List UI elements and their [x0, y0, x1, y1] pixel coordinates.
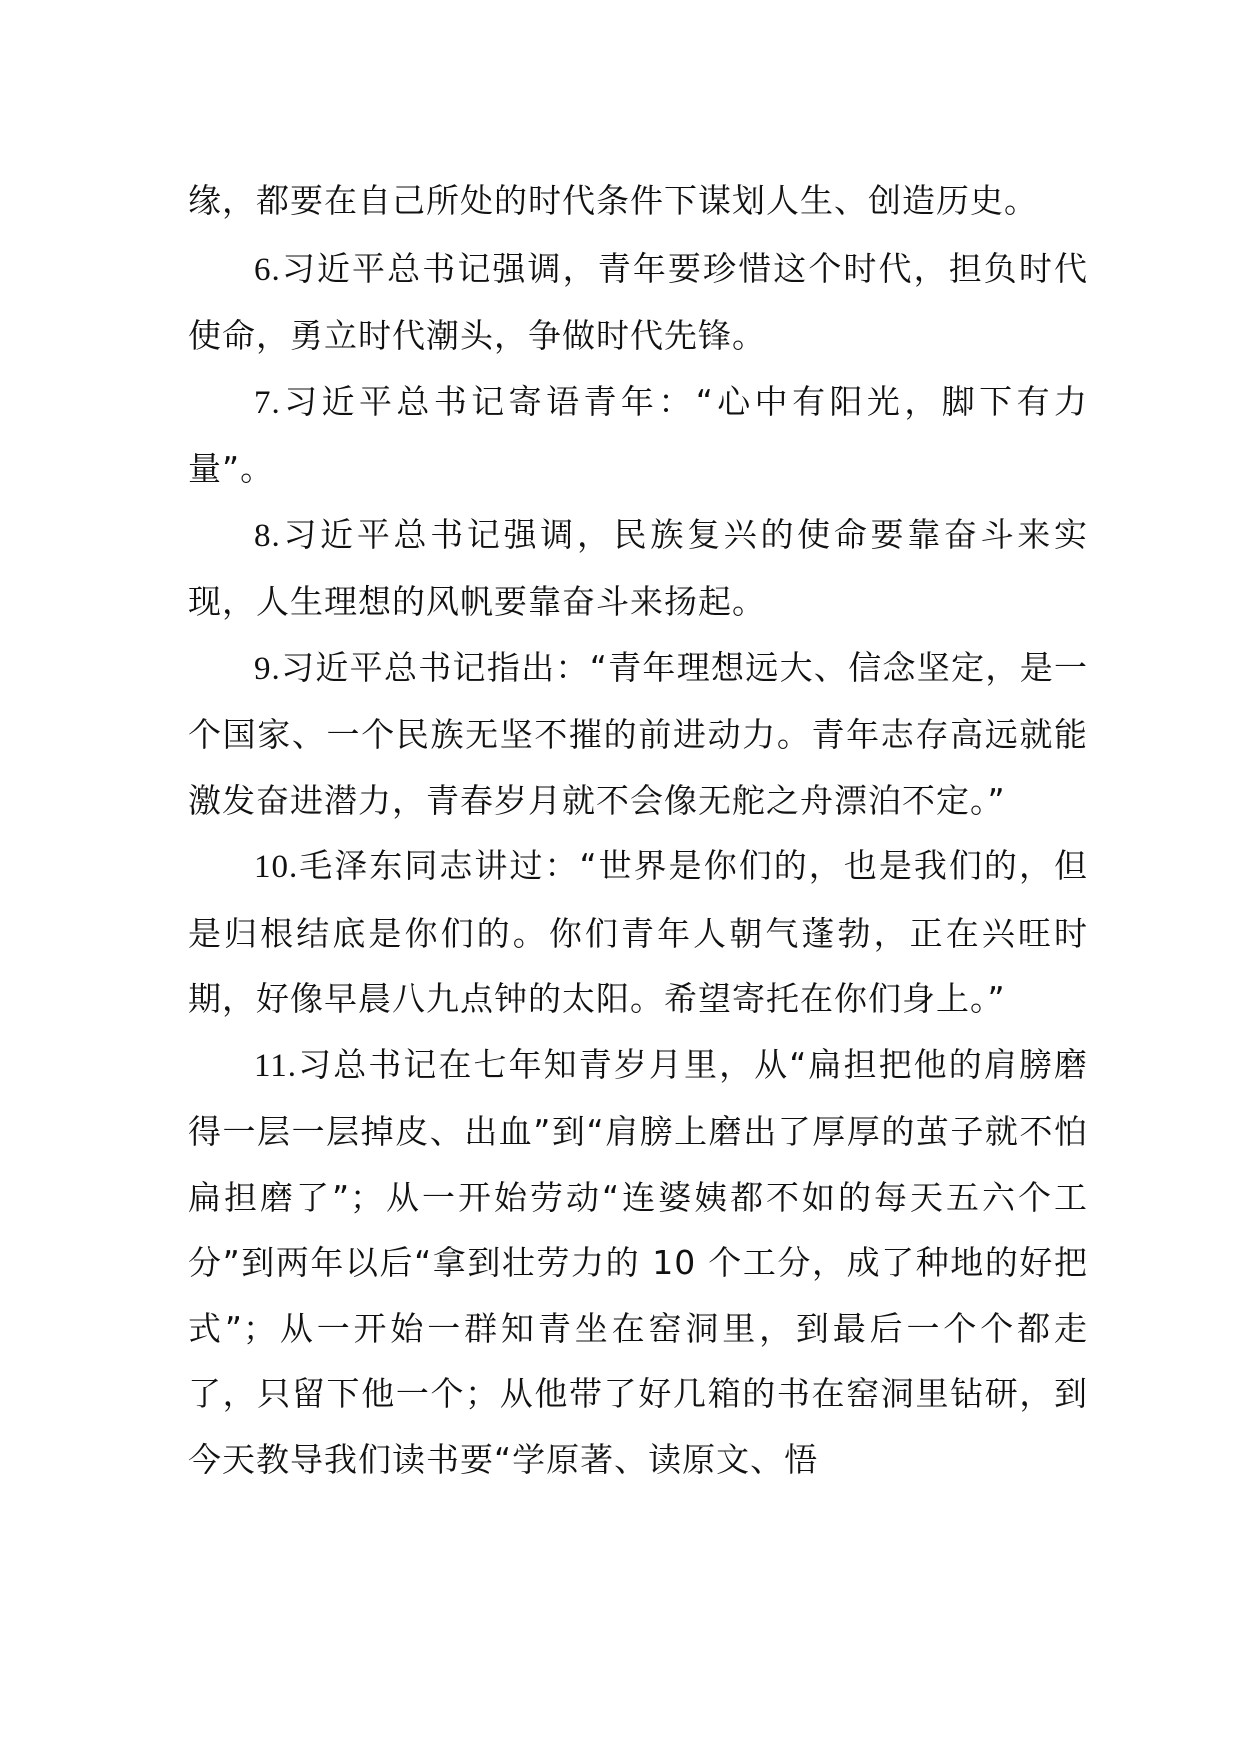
- document-body: [188, 168, 1088, 1492]
- paragraph-11: [188, 1032, 1088, 1493]
- paragraph-number: 6.: [254, 251, 281, 288]
- paragraph-6: [188, 236, 1088, 369]
- paragraph-9: [188, 635, 1088, 834]
- paragraph-text: 习近平总书记强调，民族复兴的使命要靠奋斗来实现，人生理想的风帆要靠奋斗来扬起。: [188, 514, 1088, 621]
- paragraph-number: 10.: [254, 849, 299, 885]
- paragraph-number: 7.: [254, 384, 281, 421]
- paragraph-7: [188, 369, 1088, 502]
- paragraph-8: [188, 502, 1088, 635]
- paragraph-10: [188, 833, 1088, 1032]
- paragraph-text: 习近平总书记指出：“青年理想远大、信念坚定，是一个国家、一个民族无坚不摧的前进动力。青年志存高远就能激发奋进潜力，青春岁月就不会像无舵之舟漂泊不定。”: [188, 647, 1088, 820]
- paragraph-number: 11.: [254, 1047, 298, 1084]
- paragraph-number: 9.: [254, 650, 281, 687]
- paragraph-continuation: [188, 168, 1088, 236]
- paragraph-text: 毛泽东同志讲过：“世界是你们的，也是我们的，但是归根结底是你们的。你们青年人朝气蓬勃，正在兴旺时期，好像早晨八九点钟的太阳。希望寄托在你们身上。”: [188, 846, 1088, 1018]
- paragraph-text: 习近平总书记寄语青年：“心中有阳光，脚下有力量”。: [188, 381, 1088, 488]
- paragraph-text: 习总书记在七年知青岁月里，从“扁担把他的肩膀磨得一层一层掉皮、出血”到“肩膀上磨出了厚厚的茧子就不怕扁担磨了”；从一开始劳动“连婆姨都不如的每天五六个工分”到两年以后“拿到壮劳力的 10 个工分，成了种地的好把式”；从一开始一群知青坐在窑洞里，到最后一个个都走了，只留下他一个；从他带了好几箱的书在窑洞里钻研，到今天教导我们读书要“学原著、读原文、悟: [188, 1044, 1088, 1479]
- paragraph-number: 8.: [254, 517, 281, 554]
- paragraph-text: 缘，都要在自己所处的时代条件下谋划人生、创造历史。: [188, 181, 1038, 220]
- paragraph-text: 习近平总书记强调，青年要珍惜这个时代，担负时代使命，勇立时代潮头，争做时代先锋。: [188, 248, 1088, 355]
